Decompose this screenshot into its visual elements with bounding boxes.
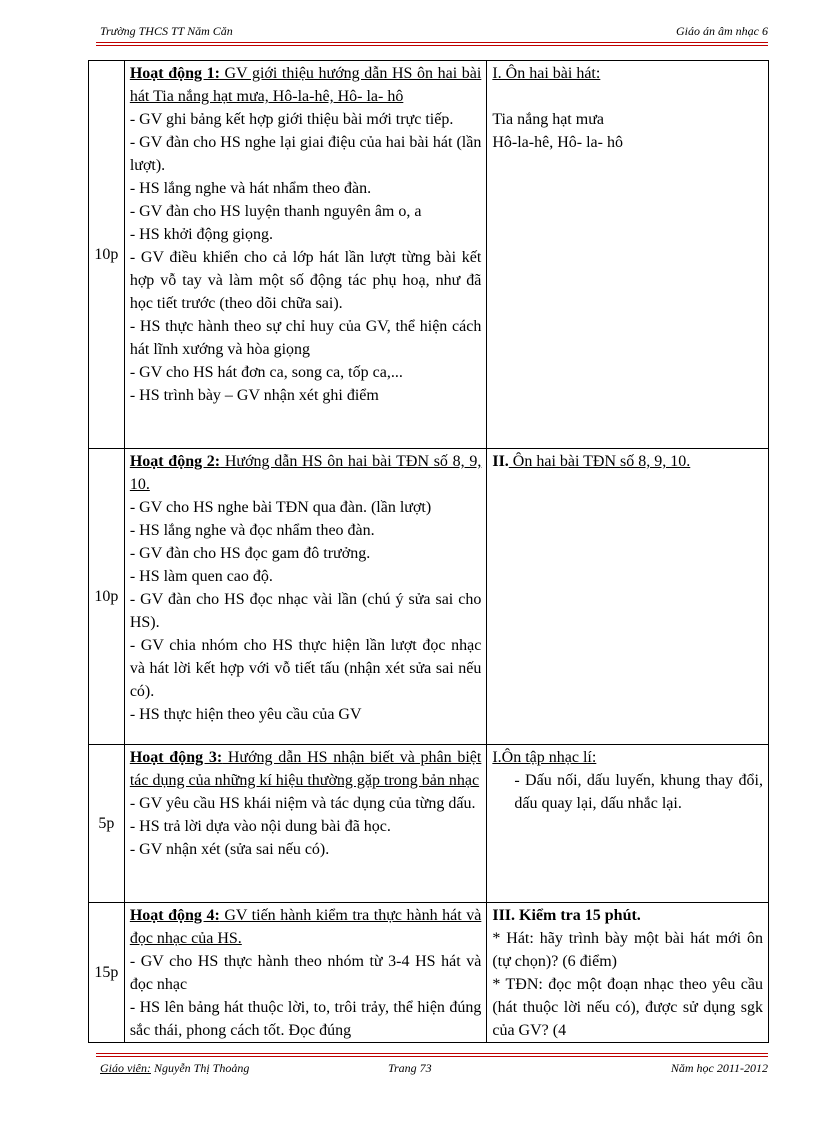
header-rule-2 [96,45,768,46]
duration-cell: 15p [89,903,125,1043]
activity-title [130,746,482,792]
content-heading [492,746,763,769]
activity-step: - HS lắng nghe và đọc nhẩm theo đàn. [129,522,375,539]
activity-step: - HS làm quen cao độ. [129,568,273,585]
activity-step: - GV đàn cho HS đọc gam đô trưởng. [129,545,371,562]
activity-step: - HS lên bảng hát thuộc lời, to, trôi trảy, thể hiện đúng sắc thái, phong cách tốt. Đọc đúng [129,999,482,1039]
activity-step: - GV đàn cho HS nghe lại giai điệu của hai bài hát (lần lượt). [129,134,482,174]
activity-label: Hoạt động 4: [129,907,220,924]
content-heading [492,450,763,473]
activity-step: - GV cho HS hát đơn ca, song ca, tốp ca,... [129,364,403,381]
duration-cell: 10p [89,61,125,449]
header-rule [96,42,768,43]
header-subject: Giáo án âm nhạc 6 [676,24,768,38]
lesson-table [88,60,769,1043]
activity-step: - GV yêu cầu HS khái niệm và tác dụng của từng dấu. [129,795,476,812]
content-heading-number: II. [492,453,509,470]
table-row [89,903,769,1043]
activity-label: Hoạt động 3: [129,749,223,766]
activity-step: - HS trả lời dựa vào nội dung bài đã học. [129,818,391,835]
content-cell [487,449,769,745]
activity-step: - GV đàn cho HS đọc nhạc vài lần (chú ý sửa sai cho HS). [129,591,482,631]
footer-school-year: Năm học 2011-2012 [670,1061,768,1075]
content-cell [487,61,769,449]
table-row [89,61,769,449]
activity-step: - HS khởi động giọng. [129,226,273,243]
activity-step: - HS lắng nghe và hát nhẩm theo đàn. [129,180,372,197]
activity-step: - GV nhận xét (sửa sai nếu có). [129,841,330,858]
activity-cell [124,903,487,1043]
activity-step: - GV đàn cho HS luyện thanh nguyên âm o, a [129,203,422,220]
activity-step: - HS thực hành theo sự chỉ huy của GV, thể hiện cách hát lĩnh xướng và hòa giọng [129,318,482,358]
activity-heading: GV tiến hành kiểm tra thực hành hát và đọc nhạc của HS. [129,907,482,947]
footer-rule [96,1053,768,1054]
activity-cell [124,61,487,449]
activity-heading: Hướng dẫn HS ôn hai bài TĐN số 8, 9, 10. [129,453,482,493]
content-line [492,85,763,108]
activity-step: - GV điều khiển cho cả lớp hát lần lượt từng bài kết hợp vỗ tay và làm một số động tác phụ hoạ, như đã học tiết trước (theo dõi chữa sai). [129,249,482,312]
content-heading-number: III. Kiểm tra 15 phút. [492,907,641,924]
footer-teacher-label: Giáo viên: [100,1061,151,1075]
activity-title [130,62,482,108]
activity-step: - GV cho HS thực hành theo nhóm từ 3-4 HS hát và đọc nhạc [129,953,482,993]
content-heading-text: I.Ôn tập nhạc lí: [492,749,597,766]
content-line: Hô-la-hê, Hô- la- hô [492,134,623,151]
activity-step: - HS thực hiện theo yêu cầu của GV [129,706,362,723]
footer-rule-2 [96,1056,768,1057]
content-line: - Dấu nối, dấu luyến, khung thay đổi, dấu quay lại, dấu nhắc lại. [514,772,763,812]
activity-heading: Hướng dẫn HS nhận biết và phân biệt tác dụng của những kí hiệu thường gặp trong bản nhạc [129,749,482,789]
content-heading-text: Ôn hai bài TĐN số 8, 9, 10. [508,453,691,470]
activity-title [130,450,482,496]
duration-cell: 5p [89,745,125,903]
duration-cell: 10p [89,449,125,745]
table-row [89,449,769,745]
content-line: * Hát: hãy trình bày một bài hát mới ôn (tự chọn)? (6 điểm) [492,930,763,970]
content-heading-text: I. Ôn hai bài hát: [492,65,601,82]
activity-cell [124,449,487,745]
activity-title [130,904,482,950]
activity-cell [124,745,487,903]
footer-teacher-name: Nguyễn Thị Thoảng [150,1061,250,1075]
content-line: Tia nắng hạt mưa [492,111,604,128]
content-heading [492,904,763,927]
content-line: * TĐN: đọc một đoạn nhạc theo yêu cầu (hát thuộc lời nếu có), được sử dụng sgk của GV? (4 [492,976,763,1039]
footer-page-number: Trang 73 [388,1061,432,1075]
content-cell [487,745,769,903]
content-cell [487,903,769,1043]
activity-label: Hoạt động 1: [129,65,220,82]
activity-step: - GV cho HS nghe bài TĐN qua đàn. (lần lượt) [129,499,432,516]
activity-step: - GV chia nhóm cho HS thực hiện lần lượt đọc nhạc và hát lời kết hợp với vỗ tiết tấu (nhận xét sửa sai nếu có). [129,637,482,700]
table-row [89,745,769,903]
activity-heading: GV giới thiệu hướng dẫn HS ôn hai bài hát Tia nắng hạt mưa, Hô-la-hê, Hô- la- hô [129,65,482,105]
header-school: Trường THCS TT Năm Căn [100,24,233,38]
activity-label: Hoạt động 2: [129,453,221,470]
activity-step: - GV ghi bảng kết hợp giới thiệu bài mới trực tiếp. [129,111,454,128]
footer-teacher [100,1061,249,1076]
activity-step: - HS trình bày – GV nhận xét ghi điểm [129,387,379,404]
content-heading [492,62,763,85]
